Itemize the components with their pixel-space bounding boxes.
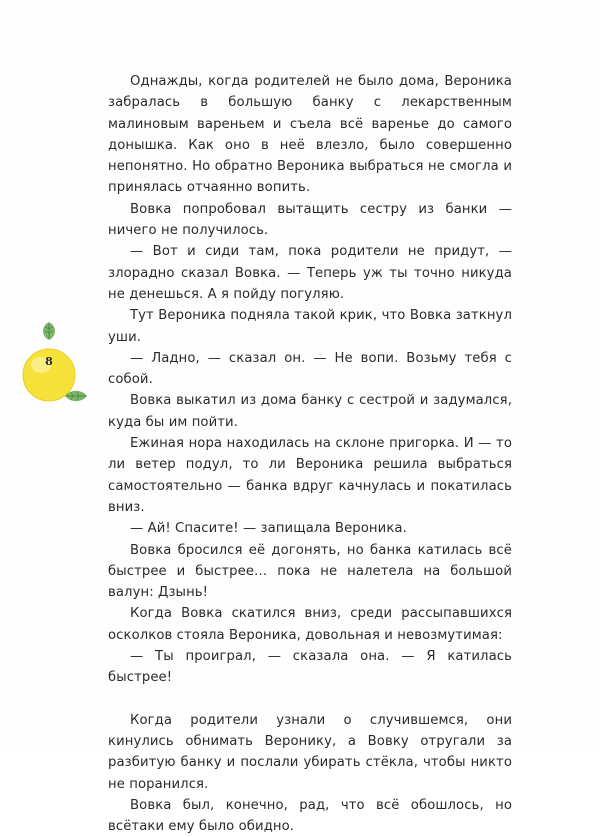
paragraph: Тут Вероника подняла такой крик, что Вовка заткнул уши. [108, 308, 512, 345]
page-number: 8 [45, 355, 53, 368]
paragraph: — Вот и сиди там, пока родители не придут, — злорадно сказал Вовка. — Теперь уж ты точно никуда не денешься. А я пойду погуляю. [108, 244, 512, 302]
paragraph: Вовка бросился её догонять, но банка катилась всё быстрее и быстрее… пока не налетела на большой валун: Дзынь! [108, 542, 512, 601]
leaf-icon [43, 322, 55, 340]
paragraph: Когда Вовка скатился вниз, среди рассыпавшихся осколков стояла Вероника, довольная и невозмутимая: [108, 606, 512, 643]
paragraph: — Ладно, — сказал он. — Не вопи. Возьму тебя с собой. [108, 350, 512, 388]
paragraph: Однажды, когда родителей не было дома, Вероника забралась в большую банку с лекарственным малиновым вареньем и съела всё варенье до самого донышка. Как оно в неё влезло, было совершенно непонятно. Но обратно Вероника выбраться не смогла и принялась отчаянно вопить. [108, 74, 512, 196]
story-text [108, 71, 512, 837]
paragraph: Вовка был, конечно, рад, что всё обошлось, но всётаки ему было обидно. [108, 797, 512, 835]
paragraph: — Ай! Спасите! — запищала Вероника. [130, 521, 407, 537]
paragraph: Ежиная нора находилась на склоне пригорка. И — то ли ветер подул, то ли Вероника решила выбраться самостоятельно — банка вдруг качнулась и покатилась вниз. [108, 436, 512, 515]
paragraph: Когда родители узнали о случившемся, они кинулись обнимать Веронику, а Вовку отругали за разбитую банку и послали убирать стёкла, чтобы никто не поранился. [108, 712, 512, 792]
paragraph: Вовка попробовал вытащить сестру из банки — ничего не получилось. [108, 201, 512, 239]
paragraph: Вовка выкатил из дома банку с сестрой и задумался, куда бы им пойти. [108, 393, 512, 430]
paragraph: — Ты проиграл, — сказала она. — Я катилась быстрее! [108, 649, 512, 686]
page-number-marker [15, 318, 95, 418]
apple-icon [15, 318, 95, 418]
